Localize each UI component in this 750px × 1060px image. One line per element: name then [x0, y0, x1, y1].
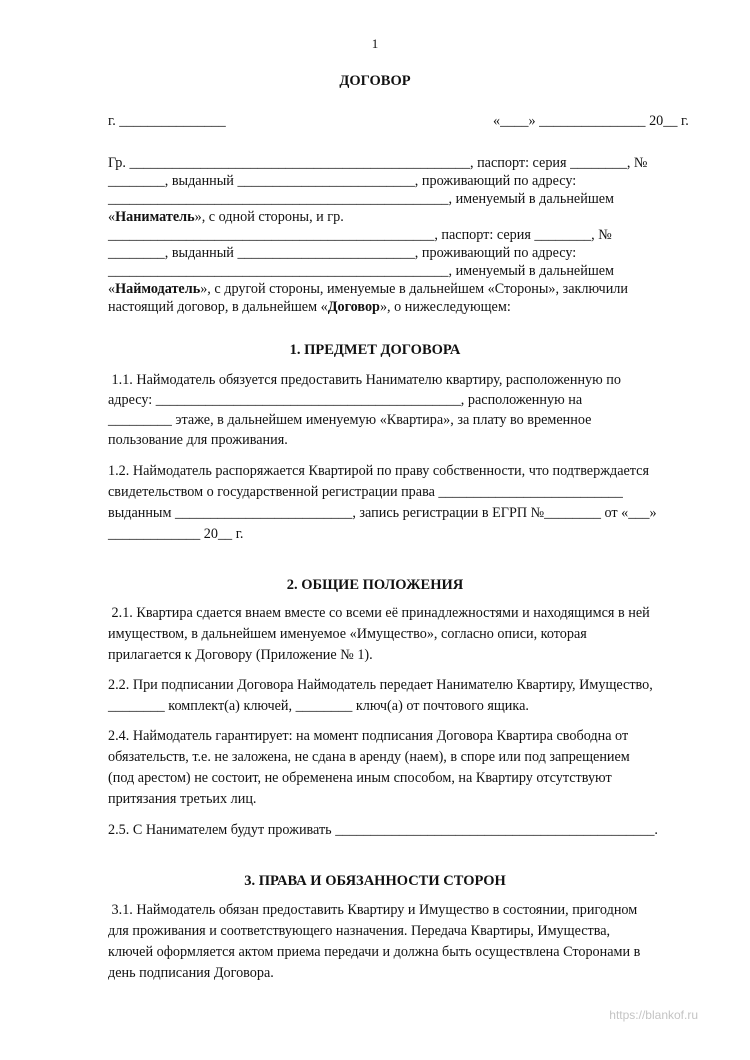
clause-3-1-line-2: для проживания и соответствующего назначения. Передача Квартиры, Имущества, — [108, 923, 611, 939]
parties-line-5: ______________________________________________, паспорт: серия ________, № — [108, 227, 612, 243]
clause-2-1-line-2: имуществом, в дальнейшем именуемое «Имущество», согласно описи, которая — [108, 626, 587, 642]
section-2-heading: 2. ОБЩИЕ ПОЛОЖЕНИЯ — [286, 577, 464, 593]
clause-2-5-line-1: 2.5. С Нанимателем будут проживать _____________________________________________. — [108, 822, 658, 838]
section-1-heading: 1. ПРЕДМЕТ ДОГОВОРА — [289, 342, 461, 358]
clause-1-1-line-4: пользование для проживания. — [108, 432, 288, 448]
parties-line-2: ________, выданный _________________________, проживающий по адресу: — [108, 173, 577, 189]
parties-line-9 — [108, 298, 511, 316]
clause-1-2-line-2: свидетельством о государственной регистрации права __________________________ — [108, 484, 623, 500]
contract-term: Договор — [327, 299, 380, 315]
parties-line-9-pre: настоящий договор, в дальнейшем « — [108, 299, 328, 315]
clause-3-1-line-4: день подписания Договора. — [108, 965, 274, 981]
landlord-term: Наймодатель — [115, 281, 201, 297]
parties-line-6: ________, выданный _________________________, проживающий по адресу: — [108, 245, 577, 261]
clause-2-4-line-4: притязания третьих лиц. — [108, 791, 257, 807]
clause-2-2-line-1: 2.2. При подписании Договора Наймодатель передает Нанимателю Квартиру, Имущество, — [108, 677, 653, 693]
clause-1-2-line-3: выданным _________________________, запись регистрации в ЕГРП №________ от «___» — [108, 505, 657, 521]
clause-2-4-line-1: 2.4. Наймодатель гарантирует: на момент подписания Договора Квартира свободна от — [108, 728, 629, 744]
clause-2-4-line-2: обязательств, т.е. не заложена, не сдана в аренду (наем), в споре или под запрещением — [108, 749, 630, 765]
parties-line-4: «Наниматель», с одной стороны, и гр. — [108, 209, 344, 225]
clause-1-1-line-3: _________ этаже, в дальнейшем именуемую «Квартира», за плату во временное — [108, 412, 592, 428]
clause-3-1-line-3: ключей оформляется актом приема передачи и должна быть осуществлена Сторонами в — [108, 944, 641, 960]
clause-1-2-line-1: 1.2. Наймодатель распоряжается Квартирой по праву собственности, что подтверждается — [108, 463, 650, 479]
clause-2-2-line-2: ________ комплект(а) ключей, ________ ключ(а) от почтового ящика. — [108, 698, 529, 714]
section-3-heading: 3. ПРАВА И ОБЯЗАННОСТИ СТОРОН — [244, 873, 506, 889]
parties-line-4-text: », с одной стороны, и гр. — [194, 209, 344, 225]
clause-1-2-line-4: _____________ 20__ г. — [108, 526, 244, 542]
clause-2-1-line-3: прилагается к Договору (Приложение № 1). — [108, 647, 373, 663]
parties-line-3: ________________________________________________, именуемый в дальнейшем — [108, 191, 615, 207]
parties-line-8: «Наймодатель», с другой стороны, именуемые в дальнейшем «Стороны», заключили — [108, 281, 628, 297]
tenant-term: Наниматель — [115, 209, 195, 225]
city-field: г. _______________ — [108, 113, 226, 129]
clause-2-4-line-3: (под арестом) не состоит, не обременена иным способом, на Квартиру отсутствуют — [108, 770, 612, 786]
parties-line-9-text: », о нижеследующем: — [379, 299, 511, 315]
parties-line-8-text: », с другой стороны, именуемые в дальнейшем «Стороны», заключили — [200, 281, 628, 297]
clause-2-1-line-1: 2.1. Квартира сдается внаем вместе со всеми её принадлежностями и находящимся в ней — [108, 605, 650, 621]
page-number: 1 — [371, 36, 379, 51]
parties-line-7: ________________________________________________, именуемый в дальнейшем — [108, 263, 615, 279]
clause-1-1-line-2: адресу: ___________________________________________, расположенную на — [108, 392, 583, 408]
clause-1-1-line-1: 1.1. Наймодатель обязуется предоставить Нанимателю квартиру, расположенную по — [108, 372, 621, 388]
parties-line-1: Гр. ________________________________________________, паспорт: серия ________, № — [108, 155, 648, 171]
watermark-url: https://blankof.ru — [609, 1008, 698, 1022]
clause-3-1-line-1: 3.1. Наймодатель обязан предоставить Квартиру и Имущество в состоянии, пригодном — [108, 902, 638, 918]
document-title: ДОГОВОР — [339, 73, 411, 89]
date-field: «____» _______________ 20__ г. — [493, 113, 689, 129]
